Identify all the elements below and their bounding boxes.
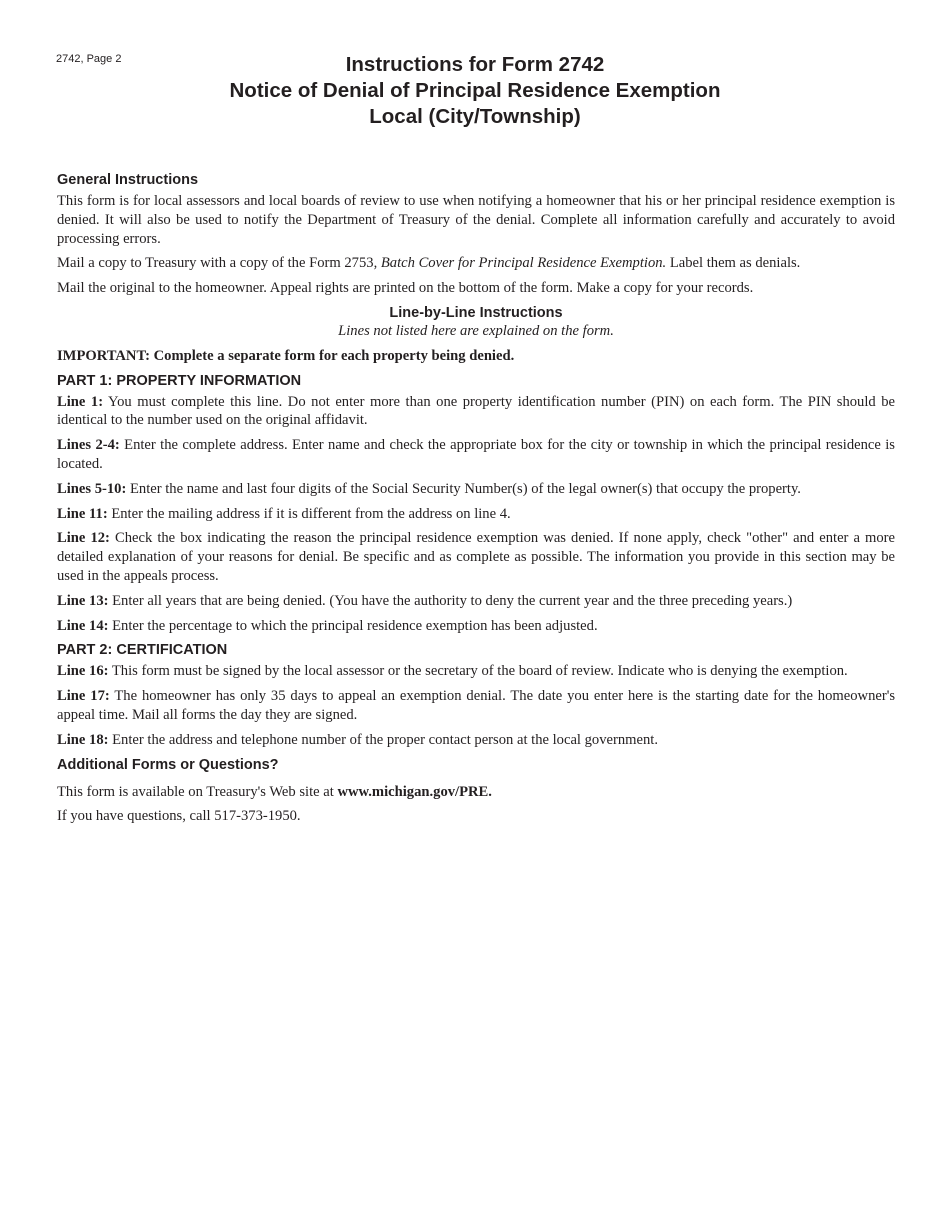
line-label: Line 13: <box>57 592 109 609</box>
general-instructions-heading: General Instructions <box>57 172 199 188</box>
part2-heading: PART 2: CERTIFICATION <box>57 642 228 659</box>
page-identifier: 2742, Page 2 <box>56 53 122 65</box>
phone-note: If you have questions, call 517-373-1950. <box>57 808 301 825</box>
line-instruction <box>57 592 895 611</box>
line-label: Lines 2-4: <box>57 437 120 454</box>
line-label: Line 12: <box>57 530 110 547</box>
line-text: Enter the percentage to which the principal residence exemption has been adjusted. <box>112 617 598 634</box>
title-line-3: Local (City/Township) <box>369 105 581 128</box>
line-label: Line 16: <box>57 663 109 680</box>
general-paragraph-2-post: Label them as denials. <box>669 255 801 272</box>
additional-forms-heading: Additional Forms or Questions? <box>57 756 279 773</box>
batch-cover-form-title: Batch Cover for Principal Residence Exemption. <box>380 255 667 272</box>
line-label: Line 1: <box>57 393 104 410</box>
line-instruction <box>57 393 895 431</box>
line-label: Line 17: <box>57 688 110 705</box>
line-text: Check the box indicating the reason the principal residence exemption was denied. If none apply, check "other" and enter a more detailed explanation of your reasons for denial. Be specific and as complete as possible. The information you provide in this section may be used in the appeals process. <box>57 530 896 584</box>
part1-heading: PART 1: PROPERTY INFORMATION <box>57 372 302 389</box>
line-instruction <box>57 480 895 499</box>
line-instruction <box>57 687 895 725</box>
line-text: Enter the name and last four digits of the Social Security Number(s) of the legal owner(s) that occupy the property. <box>129 480 801 497</box>
line-text: Enter all years that are being denied. (You have the authority to deny the current year and the three preceding years.) <box>112 592 793 609</box>
general-paragraph-1: This form is for local assessors and local boards of review to use when notifying a homeowner that his or her principal residence exemption is denied. It will also be used to notify the Department of Treasury of the denial. Complete all information carefully and accurately to avoid processing errors. <box>57 193 895 247</box>
title-line-2: Notice of Denial of Principal Residence Exemption <box>229 79 721 102</box>
website-note-text: This form is available on Treasury's Web site at <box>57 783 334 800</box>
line-text: Enter the address and telephone number of the proper contact person at the local government. <box>112 731 658 748</box>
general-paragraph-2-pre: Mail a copy to Treasury with a copy of the Form 2753, <box>57 255 378 272</box>
line-text: Enter the complete address. Enter name and check the appropriate box for the city or township in which the principal residence is located. <box>57 437 895 472</box>
title-line-1: Instructions for Form 2742 <box>345 53 605 76</box>
treasury-website-link[interactable]: www.michigan.gov/PRE. <box>337 783 492 800</box>
line-text: You must complete this line. Do not enter more than one property identification number (PIN) on each form. The PIN should be identical to the number used on the original affidavit. <box>57 393 895 429</box>
important-note: IMPORTANT: Complete a separate form for each property being denied. <box>57 347 515 364</box>
line-by-line-heading: Line-by-Line Instructions <box>389 304 563 321</box>
line-label: Line 14: <box>57 617 109 634</box>
line-text: This form must be signed by the local assessor or the secretary of the board of review. Indicate who is denying the exemption. <box>111 663 848 680</box>
line-text: Enter the mailing address if it is different from the address on line 4. <box>111 505 511 522</box>
line-instruction <box>57 731 895 750</box>
line-by-line-subheading: Lines not listed here are explained on the form. <box>338 322 614 339</box>
line-label: Line 18: <box>57 731 109 748</box>
line-instruction <box>57 617 895 636</box>
general-paragraph-3: Mail the original to the homeowner. Appeal rights are printed on the bottom of the form. Make a copy for your records. <box>57 280 754 297</box>
line-instruction <box>57 505 895 524</box>
instructions-body <box>57 171 895 832</box>
line-instruction <box>57 436 895 474</box>
line-instruction <box>57 662 895 681</box>
line-label: Lines 5-10: <box>57 480 127 497</box>
general-paragraph-2 <box>57 254 895 273</box>
line-instruction <box>57 529 895 585</box>
website-note <box>57 783 895 802</box>
line-text: The homeowner has only 35 days to appeal an exemption denial. The date you enter here is the starting date for the homeowner's appeal time. Mail all forms the day they are signed. <box>57 688 896 723</box>
line-label: Line 11: <box>57 505 108 522</box>
document-title <box>0 52 950 130</box>
